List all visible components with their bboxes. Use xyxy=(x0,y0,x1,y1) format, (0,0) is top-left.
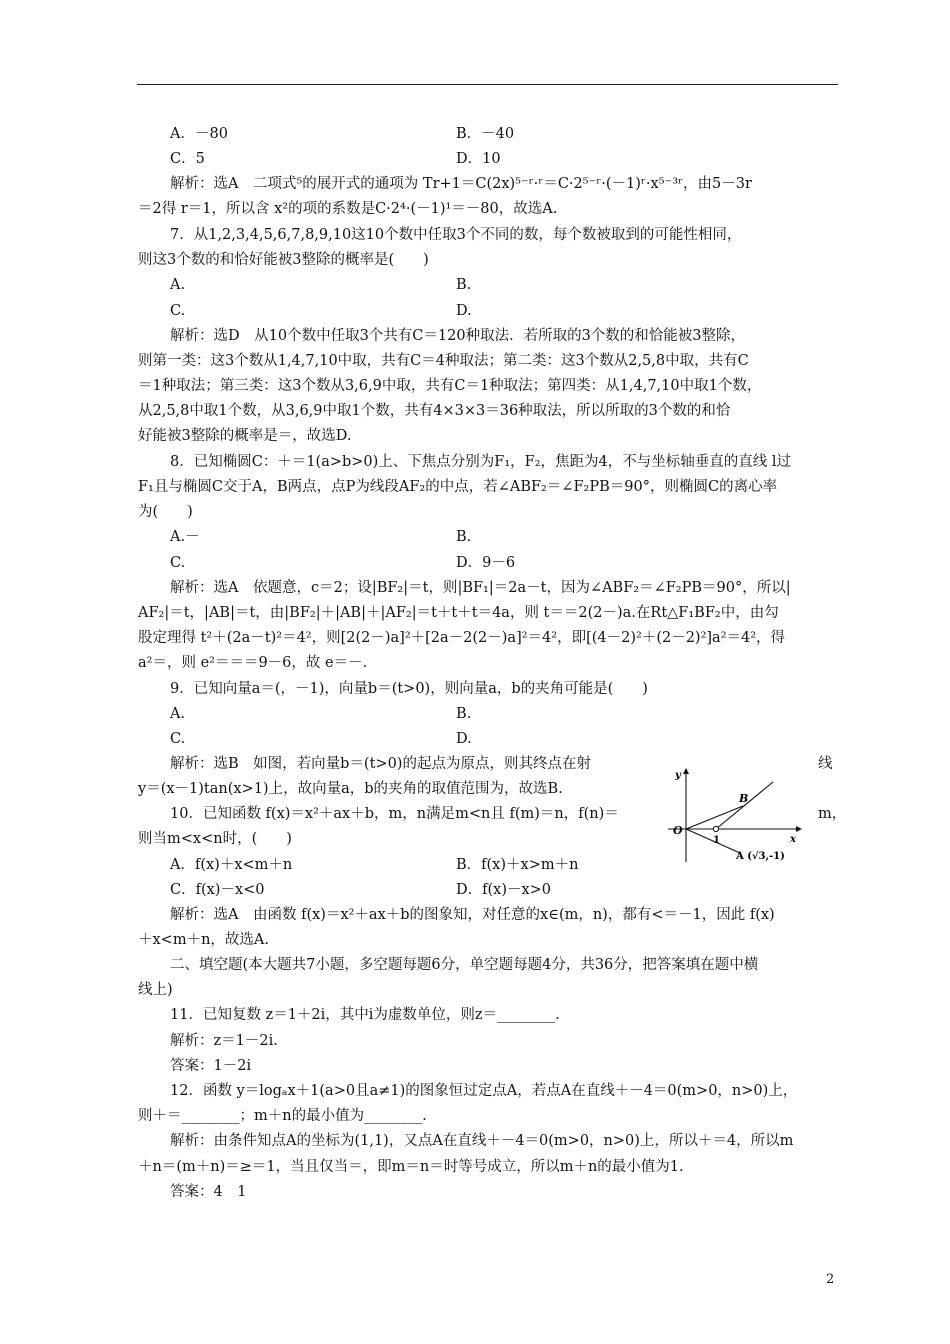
text-line: D．9－6 xyxy=(456,555,516,571)
text-line: y＝(x－1)tan(x>1)上，故向量a，b的夹角的取值范围为，故选B. xyxy=(138,781,563,797)
text-line: 为( ) xyxy=(138,504,193,520)
text-line: C. xyxy=(170,731,186,747)
x-axis-arrow xyxy=(796,826,802,832)
text-line: B. xyxy=(456,529,472,545)
text-line: A．－80 xyxy=(170,126,228,142)
text-line: 答案：1－2i xyxy=(170,1058,252,1074)
text-line: A. xyxy=(170,277,186,293)
text-line: 二、填空题(本大题共7小题，多空题每题6分，单空题每题4分，共36分，把答案填在题中横 xyxy=(170,957,759,973)
text-line: B．－40 xyxy=(456,126,515,142)
text-line: C．5 xyxy=(170,151,205,167)
text-line: ＋x<m＋n，故选A. xyxy=(138,932,269,948)
text-line: 12．函数 y＝logₐx＋1(a>0且a≠1)的图象恒过定点A，若点A在直线＋－4＝0(m>0，n>0)上， xyxy=(170,1083,798,1099)
text-line: 11．已知复数 z＝1＋2i，其中i为虚数单位，则z＝________. xyxy=(170,1007,560,1023)
text-line: ＋n＝(m＋n)＝≥＝1，当且仅当＝，即m＝n＝时等号成立，所以m＋n的最小值为1. xyxy=(138,1159,684,1175)
text-line: A．f(x)＋x<m＋n xyxy=(170,857,293,873)
text-line: 从2,5,8中取1个数，从3,6,9中取1个数，共有4×3×3＝36种取法，所以所取的3个数的和恰 xyxy=(138,403,731,419)
text-line: F₁且与椭圆C交于A，B两点，点P为线段AF₂的中点，若∠ABF₂＝∠F₂PB＝90°，则椭圆C的离心率 xyxy=(138,479,778,495)
text-line: A.－ xyxy=(170,529,200,545)
text-line: 则这3个数的和恰好能被3整除的概率是( ) xyxy=(138,252,429,268)
text-line: A. xyxy=(170,706,186,722)
text-line: 9．已知向量a＝(，－1)，向量b＝(t>0)，则向量a，b的夹角可能是( ) xyxy=(170,681,648,697)
y-axis-arrow xyxy=(683,768,689,774)
text-line: a²＝，则 e²＝＝＝9－6，故 e＝－. xyxy=(138,655,368,671)
text-line: C．f(x)－x<0 xyxy=(170,882,265,898)
point-b-label: B xyxy=(739,792,749,805)
vector-figure xyxy=(668,764,808,862)
point-a-label: A (√3,-1) xyxy=(736,851,785,862)
text-line: 解析：选A 依题意，c＝2；设|BF₂|＝t，则|BF₁|＝2a－t，因为∠ABF₂＝∠F₂PB＝90°，所以| xyxy=(170,580,791,596)
tick-1-label: 1 xyxy=(713,835,720,846)
text-line: 则第一类：这3个数从1,4,7,10中取，共有C＝4种取法；第二类：这3个数从2,5,8中取，共有C xyxy=(138,353,749,369)
page-number: 2 xyxy=(826,1272,835,1287)
text-line: 解析：选D 从10个数中任取3个共有C＝120种取法．若所取的3个数的和恰能被3整除， xyxy=(170,328,746,344)
text-line: ＝2得 r＝1，所以含 x²的项的系数是C·2⁴·(－1)¹＝－80，故选A. xyxy=(138,201,558,217)
y-axis-label: y xyxy=(675,770,681,781)
origin-label: O xyxy=(673,824,683,837)
text-line: 解析：选A 由函数 f(x)＝x²＋ax＋b的图象知，对任意的x∈(m，n)，都有<＝－1，因此 f(x) xyxy=(170,907,775,923)
text-line: D．f(x)－x>0 xyxy=(456,882,552,898)
text-line: 则当m<x<n时，( ) xyxy=(138,831,292,847)
text-line: 解析：选A 二项式⁵的展开式的通项为 Tr+1＝C(2x)⁵⁻ʳ·ʳ＝C·2⁵⁻ʳ·(－1)ʳ·x⁵⁻³ʳ，由5－3r xyxy=(170,176,752,192)
text-line: D．10 xyxy=(456,151,501,167)
text-line: B. xyxy=(456,706,472,722)
text-line: 答案：4 1 xyxy=(170,1184,247,1200)
text-line: B. xyxy=(456,277,472,293)
text-line: C. xyxy=(170,303,186,319)
ray xyxy=(716,782,773,829)
text-line: AF₂|＝t，|AB|＝t，由|BF₂|＋|AB|＋|AF₂|＝t＋t＋t＝4a，则 t＝＝2(2－)a.在Rt△F₁BF₂中，由勾 xyxy=(138,605,779,621)
text-line: 解析：由条件知点A的坐标为(1,1)，又点A在直线＋－4＝0(m>0，n>0)上，所以＋＝4，所以m xyxy=(170,1133,794,1149)
text-line: 线上) xyxy=(138,982,173,998)
text-line: 好能被3整除的概率是＝，故选D. xyxy=(138,428,352,444)
text-line: 则＋＝________；m＋n的最小值为________. xyxy=(138,1108,427,1124)
text-line: C. xyxy=(170,555,186,571)
text-line: ＝1种取法；第三类：这3个数从3,6,9中取，共有C＝1种取法；第四类：从1,4,7,10中取1个数， xyxy=(138,378,762,394)
text-line: 7．从1,2,3,4,5,6,7,8,9,10这10个数中任取3个不同的数，每个数被取到的可能性相同， xyxy=(170,227,742,243)
text-line: B．f(x)＋x>m＋n xyxy=(456,857,579,873)
text-line: D. xyxy=(456,303,472,319)
line-fragment-right-2: m， xyxy=(818,806,847,822)
text-line: 解析：选B 如图，若向量b＝(t>0)的起点为原点，则其终点在射 xyxy=(170,756,591,772)
vector-b xyxy=(686,806,743,829)
header-rule xyxy=(137,84,838,85)
text-line: 解析：z＝1－2i. xyxy=(170,1033,278,1049)
text-line: 8．已知椭圆C：＋＝1(a>b>0)上、下焦点分别为F₁，F₂，焦距为4，不与坐标轴垂直的直线 l过 xyxy=(170,454,792,470)
line-fragment-right-1: 线 xyxy=(818,756,833,772)
x-axis-label: x xyxy=(790,834,796,845)
point-1-marker xyxy=(713,826,718,831)
text-line: D. xyxy=(456,731,472,747)
text-line: 股定理得 t²＋(2a－t)²＝4²，则[2(2－)a]²＋[2a－2(2－)a]²＝4²，即[(4－2)²＋(2－2)²]a²＝4²，得 xyxy=(138,630,786,646)
text-line: 10．已知函数 f(x)＝x²＋ax＋b，m，n满足m<n且 f(m)＝n，f(n)＝ xyxy=(170,806,619,822)
